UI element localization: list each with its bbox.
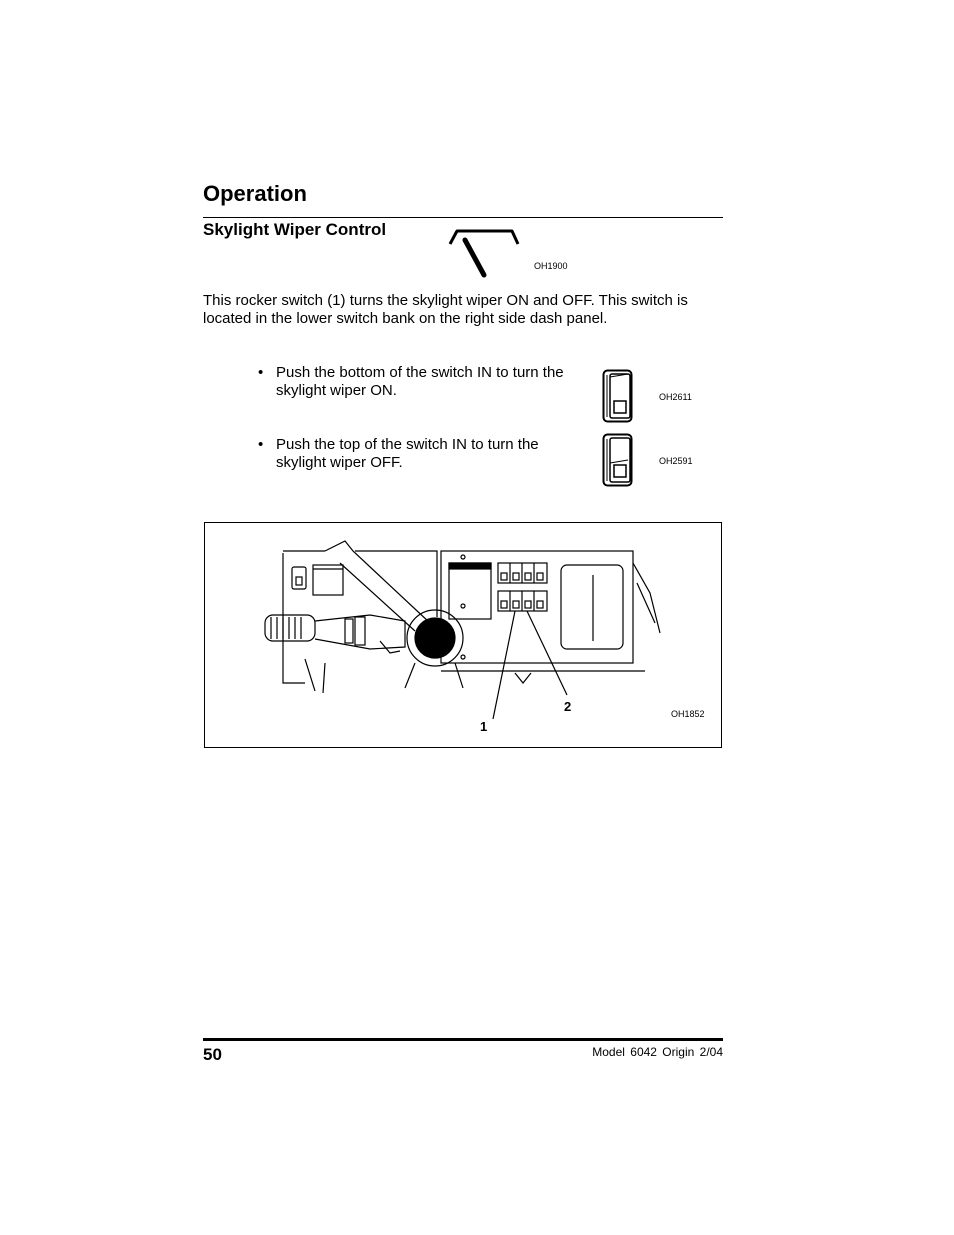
figure-code: OH1852	[671, 709, 705, 719]
header-rule	[203, 217, 723, 218]
model-info: Model 6042 Origin 2/04	[592, 1045, 723, 1059]
intro-paragraph: This rocker switch (1) turns the skylight wiper ON and OFF. This switch is located in the lower switch bank on the right side dash panel.	[203, 292, 688, 327]
bullet-text: Push the top of the switch IN to turn the skylight wiper OFF.	[276, 436, 539, 471]
bullet-item	[258, 364, 588, 400]
bullet-item	[258, 436, 588, 472]
switch-off-code: OH2591	[659, 456, 693, 466]
switch-on-code: OH2611	[659, 392, 692, 402]
callout-1: 1	[480, 719, 488, 734]
wiper-symbol-code: OH1900	[534, 261, 568, 271]
rocker-switch-bottom-pressed-icon	[602, 369, 634, 423]
subsection-title: Skylight Wiper Control	[203, 220, 387, 239]
callout-2: 2	[564, 699, 572, 714]
bullet-dot: •	[258, 364, 264, 381]
dash-panel-figure	[204, 522, 722, 748]
skylight-wiper-icon	[448, 226, 520, 282]
bullet-dot: •	[258, 436, 264, 453]
dash-panel-illustration	[205, 523, 721, 747]
section-title: Operation	[203, 181, 307, 206]
page-number: 50	[203, 1045, 222, 1064]
footer-rule	[203, 1038, 723, 1041]
rocker-switch-top-pressed-icon	[602, 433, 634, 487]
bullet-text: Push the bottom of the switch IN to turn the skylight wiper ON.	[276, 364, 564, 399]
